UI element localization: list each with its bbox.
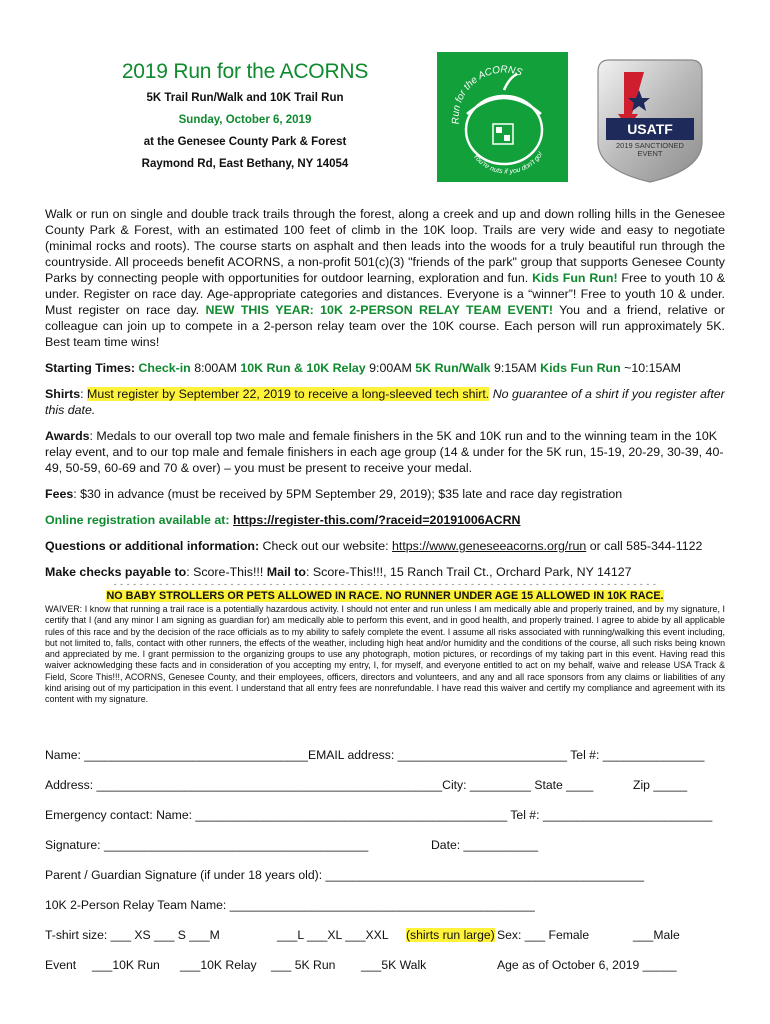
kids-start-time: ~10:15AM [620,361,681,375]
usatf-wordmark: USATF [627,121,673,137]
mail-to-label: Mail to [266,565,306,579]
shirt-guarantee-note: No guarantee of a shirt if you register after this date. [45,387,725,417]
tshirt-size-large-options[interactable]: ___L ___XL ___XXL [277,928,389,942]
online-registration-label: Online registration available at: [45,513,233,527]
sex-female-option[interactable]: Sex: ___ Female [497,928,590,942]
guardian-signature-field[interactable]: Parent / Guardian Signature (if under 18 years old): _______________________________________________ [45,868,645,882]
signature-field[interactable]: Signature: _______________________________________ [45,838,369,852]
awards-info [45,428,725,476]
event-details [45,206,725,706]
divider: - - - - - - - - - - - - - - - - - - - - - - - - - - - - - - - - - - - - - - - - - - - - - - - - - - - - - - - - - - - - - - - - - - - - - - - - - - - - - - - - - - - - [113,580,657,588]
acorns-logo-bottom-text: You're nuts if you don't go! [471,150,545,176]
event-venue: at the Genesee County Park & Forest [143,136,347,148]
questions-text: Check out our website: [259,539,393,553]
race-restrictions-text: NO BABY STROLLERS OR PETS ALLOWED IN RACE. NO RUNNER UNDER AGE 15 ALLOWED IN 10K RACE. [106,590,664,602]
sex-male-option[interactable]: ___Male [633,928,680,942]
event-date: Sunday, October 6, 2019 [178,114,312,126]
page-title: 2019 Run for the ACORNS [121,60,369,83]
website-link[interactable]: https://www.geneseeacorns.org/run [392,539,587,553]
fees-info [45,486,725,502]
acorns-logo [437,52,568,182]
registration-link[interactable]: https://register-this.com/?raceid=20191006ACRN [232,513,521,527]
guardian-row[interactable] [45,868,735,898]
questions-label: Questions or additional information: [45,539,260,553]
name-email-phone-field[interactable]: Name: _________________________________EMAIL address: _________________________ Tel #: _______________ [45,748,705,762]
event-label: Event [45,958,77,972]
fees-label: Fees [45,487,74,501]
mail-to-address: : Score-This!!!, 15 Ranch Trail Ct., Orchard Park, NY 14127 [306,565,632,579]
event-subtitle: 5K Trail Run/Walk and 10K Trail Run [146,92,344,104]
kids-fun-run-label: Kids Fun Run! [532,271,618,285]
checkin-time: 8:00AM [190,361,241,375]
10k-start-time: 9:00AM [365,361,416,375]
awards-text: : Medals to our overall top two male and female finishers in the 5K and 10K run and to the winning team in the 10K relay event, and to our top male and female finishers in each age group (14 & under for the 5K run, 15-19, 20-29, 30-39, 40-49, 50-59, 60-69 and 70 & over) – you must be present to receive your medal. [45,429,724,475]
5k-start-label: 5K Run/Walk [415,361,491,375]
online-registration [45,512,725,528]
race-restrictions-notice [45,588,725,604]
event-10k-run-option[interactable]: ___10K Run [92,958,160,972]
relay-event-label: NEW THIS YEAR: 10K 2-PERSON RELAY TEAM EVENT! [205,303,553,317]
relay-team-name-field[interactable]: 10K 2-Person Relay Team Name: _____________________________________________ [45,898,535,912]
shirts-run-large-note: (shirts run large) [406,928,495,942]
address-city-state-field[interactable]: Address: ___________________________________________________City: _________ State ____ [45,778,594,792]
questions-info [45,538,725,554]
age-field[interactable]: Age as of October 6, 2019 _____ [497,958,677,972]
name-email-row[interactable] [45,748,735,778]
relay-team-row[interactable] [45,898,735,928]
checks-label: Make checks payable to [45,565,187,579]
description-text: Walk or run on single and double track trails through the forest, along a creek and up and down rolling hills in the Genesee County Park & Forest, with an estimated 100 feet of climb in the 10K loop. Trails are very wide and easy to negotiate (minimal rocks and roots). The course starts on asphalt and then leads into the woods for a truly beautiful run through the countryside. All proceeds benefit ACORNS, a non-profit 501(c)(3) "friends of the park" group that supports Genesee County Parks by connecting people with opportunities for outdoor learning, exploration and fun. [45,207,725,285]
address-row[interactable] [45,778,735,808]
tshirt-size-small-options[interactable]: T-shirt size: ___ XS ___ S ___M [45,928,220,942]
awards-label: Awards [45,429,90,443]
event-header [45,60,445,180]
emergency-row[interactable] [45,808,735,838]
fees-text: : $30 in advance (must be received by 5PM September 29, 2019); $35 late and race day registration [73,487,623,501]
checkin-label: Check-in [138,361,191,375]
date-field[interactable]: Date: ___________ [431,838,539,852]
shirts-info: Shirts: Must register by September 22, 2019 to receive a long-sleeved tech shirt. No guarantee of a shirt if you register after this date. [45,387,725,417]
kids-start-label: Kids Fun Run [540,361,621,375]
registration-fields [45,748,735,988]
10k-start-label: 10K Run & 10K Relay [240,361,366,375]
relay-event-text: You and a friend, relative or colleague can join up to compete in a 2-person relay team over the 10K course. Each person will run approximately 5K. Best team time wins! [45,303,726,349]
starting-times [45,360,725,376]
event-address: Raymond Rd, East Bethany, NY 14054 [141,158,349,170]
liability-waiver: WAIVER: I know that running a trail race is a potentially hazardous activity. I should not enter and run unless I am medically able and properly trained, and by my signature, I certify that I (and any minor I am signing as guardian for) am medically able to perform this event, and in good health, and properly trained. I agree to abide by all applicable rules of this race and by the decision of the race officials as to my ability to safely complete the event. I assume all risks associated with running/walking this event including, but not limited to, falls, contact with other runners, the effects of the weather, including high heat and/or humidity and the conditions of the course, all such risks being known and appreciated by me. I grant permission to the organizing groups to use any photograph, motion pictures, or recordings of my taking part in this event. Having read this waiver acknowledging these facts and in consideration of you accepting my entry, I, for myself, and everyone entitled to act on my behalf, waive and release USA Track & Field, Score This!!!, ACORNS, Genesee County, and their employees, officers, directors and volunteers, and any and all race sponsors from any claims or liabilities of any kind arising out of my participation in this event. I understand that all entry fees are nonrefundable. I have read this waiver and certify my compliance and agreement with its content with my signature. [45,604,725,705]
kids-fun-run-text: Free to youth 10 & under. Register on race day. Age-appropriate categories and distances. Everyone is a “winner”! Free to youth 10 & under. Must register on race day. [45,271,726,317]
payment-info [45,564,725,580]
event-description [45,206,725,350]
event-row[interactable] [45,958,735,988]
signature-row[interactable] [45,838,735,868]
checks-payee: : Score-This!!! [186,565,267,579]
shirt-deadline-highlight: Must register by September 22, 2019 to receive a long-sleeved tech shirt. [87,387,490,401]
usatf-sanction-text: 2019 SANCTIONED EVENT [616,142,684,158]
tshirt-row[interactable] [45,928,735,958]
event-10k-relay-option[interactable]: ___10K Relay [180,958,257,972]
event-5k-walk-option[interactable]: ___5K Walk [361,958,427,972]
emergency-contact-field[interactable]: Emergency contact: Name: ______________________________________________ Tel #: _________________________ [45,808,713,822]
shirts-label: Shirts [45,387,81,401]
acorns-logo-top-text: Run for the ACORNS [450,64,524,125]
questions-phone: or call 585-344-1122 [586,539,703,553]
event-5k-run-option[interactable]: ___ 5K Run [271,958,336,972]
usatf-sanctioned-badge [594,52,706,185]
5k-start-time: 9:15AM [490,361,541,375]
zip-field[interactable]: Zip _____ [633,778,688,792]
starting-times-label: Starting Times: [45,361,135,375]
